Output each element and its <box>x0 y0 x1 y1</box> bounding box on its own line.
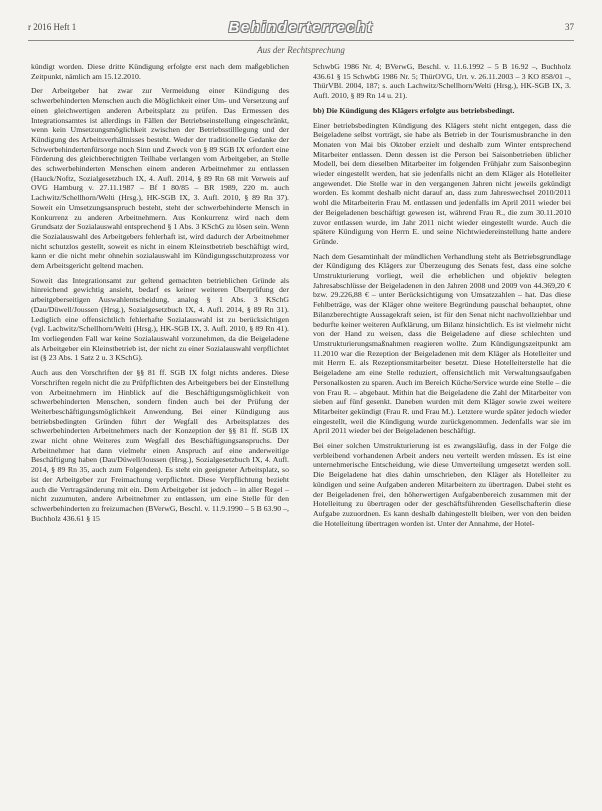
subheading: bb) Die Kündigung des Klägers erfolgte aus betriebsbedingt. <box>313 105 515 115</box>
paragraph: kündigt worden. Diese dritte Kündigung erfolgte erst nach dem maßgeblichen Zeitpunkt, nämlich am 15.12.2010. <box>31 62 289 81</box>
paragraph: Der Arbeitgeber hat zwar zur Vermeidung einer Kündigung des schwerbehinderten Menschen auch die Möglichkeit einer Um- und Versetzung auf einen gleichwertigen anderen Arbeitsplatz zu prüfen. Das Ermessen des Integrationsamtes ist allerdings in Fällen der Betriebseinstellung eingeschränkt, wenn kein Umsetzungsmöglichkeit zwischen der Betriebsstilllegung und der Kündigung des Arbeitsverhältnisses besteht. Weder der traditionelle Gedanke der Schwerbehindertenfürsorge noch Sinn und Zweck von § 89 SGB IX erfordert eine Förderung des gleichberechtigten Teilhabe verlangen vom Arbeitgeber, an Stelle des schwerbehinderten Menschen einem anderen Arbeitnehmer zu entlassen (Hauck/Noftz, Sozialgesetzbuch IX, 4. Aufl. 2014, § 89 Rn 68 mit Verweis auf OVG Hamburg v. 27.11.1987 – Bf I 80/85 – BR 1989, 220 m. auch Lachwitz/Schellhorn/Welti (Hrsg.), HK-SGB IX, 3. Aufl. 2010, § 89 Rn 37). Soweit ein Umsetzungsanspruch besteht, steht der schwerbehinderte Mensch in Konkurrenz zu anderen Arbeitnehmern. Aus Konkurrenz wird nach dem Grundsatz der Sozialauswahl entsprechend § 1 Abs. 3 KSchG zu lösen sein. Wenn die Sozialauswahl des Arbeitgebers fehlerhaft ist, wird dadurch der Arbeitnehmer nicht schutzlos gestellt, soweit es nicht in einem Kleinstbetrieb beschäftigt wird, kann er die nicht mehr ohnehin sozialauswahl im Kündigungsschutzprozess vor dem Arbeitsgericht geltend machen. <box>31 86 289 271</box>
paragraph: Einer betriebsbedingten Kündigung des Klägers steht nicht entgegen, dass die Beigeladene selbst vorträgt, sie habe als Betrieb in der Tourismusbranche in den Monaten von Mai bis Oktober erzielt und deshalb zum Winter entsprechend Mitarbeiter entlassen. Denn dessen ist die Person bei Saisonbetrieben üblicher Modell, bei dem dieselben Mitarbeiter im folgenden Frühjahr zum Saisonbeginn wieder eingestellt werden, hat sie jedenfalls nicht an dem Kläger als Hotelleiter angewendet. Die Stelle war in den vergangenen Jahren nicht jeweils gekündigt worden. Es kommt deshalb nicht darauf an, dass zum Jahreswechsel 2010/2011 wohl die Mitarbeiterin Frau M. entlassen und jedenfalls im April 2011 wieder bei der Beigeladenen beschäftigt gewesen ist, während Frau R., die zum 30.11.2010 zuvor entlassen wurde, im Jahr 2011 nicht wieder eingestellt wurde. Auch die spätere Kündigung von Herrn E. und seine Nichtwiedereinstellung hatte andere Gründe. <box>313 120 571 246</box>
issue-label: r 2016 Heft 1 <box>28 22 77 32</box>
journal-title: Behinderterrecht <box>228 19 374 36</box>
paragraph: Bei einer solchen Umstrukturierung ist es zwangsläufig, dass in der Folge die verbleibend vorhandenen Arbeit anders neu verteilt werden müssen. Es ist eine unternehmerische Entscheidung, wie diese Umverteilung umgesetzt werden soll. Die Beigeladene hat dies dahin umschrieben, den Kläger als Hotelleiter zu kündigen und seine Aufgaben anderen Mitarbeitern zu übertragen. Dabei steht es der Beigeladenen frei, den höherwertigen Aufgabenbereich zusammen mit der Hotelleitung zu übertragen oder der geschäftsführenden Gesellschafterin diese Aufgabe zuzuordnen. Es kann deshalb dahingestellt bleiben, wer von den beiden die Hotelleitung übertragen worden ist. Unter der Annahme, der Hotel- <box>313 441 571 528</box>
left-column <box>31 62 289 801</box>
paragraph: SchwbG 1986 Nr. 4; BVerwG, Beschl. v. 11.6.1992 – 5 B 16.92 –, Buchholz 436.61 § 15 SchwbG 1986 Nr. 5; ThürOVG, Urt. v. 26.11.2003 – 3 KO 858/01 –, ThürVBl. 2004, 187; s. auch Lachwitz/Schellhorn/Welti (Hrsg.), HK-SGB IX, 3. Aufl. 2010, § 89 Rn 14 u. 21). <box>313 62 571 101</box>
paragraph: Soweit das Integrationsamt zur geltend gemachten betrieblichen Gründe als hinreichend gewichtig ansieht, bedarf es keiner weiteren Überprüfung der arbeitgeberseitigen Auswahlentscheidung, analog § 1 Abs. 3 KSchG (Dau/Düwell/Joussen (Hrsg.), Sozialgesetzbuch IX, 4. Aufl. 2014, § 89 Rn 31). Lediglich eine offensichtlich fehlerhafte Sozialauswahl ist zu berücksichtigen (vgl. Lachwitz/Schellhorn/Welti (Hrsg.), HK-SGB IX, 3. Aufl. 2010, § 89 Rn 41). Im vorliegenden Fall war keine Sozialauswahl vorzunehmen, da die Beigeladene als Arbeitgeber ein Kleinstbetrieb ist, der nicht zu einer Sozialauswahl verpflichtet ist (§ 23 Abs. 1 Satz 2 u. 3 KSchG). <box>31 275 289 363</box>
running-header <box>28 19 574 41</box>
right-column <box>313 62 571 801</box>
paragraph: Auch aus den Vorschriften der §§ 81 ff. SGB IX folgt nichts anderes. Diese Vorschriften regeln nicht die zu Prüfpflichten des Arbeitgebers bei der Einstellung von Arbeitnehmern im Hinblick auf die Beschäftigungsmöglichkeit von schwerbehinderten Menschen, sondern finden auch bei der Prüfung der Weiterbeschäftigungsmöglichkeit Anwendung. Bei einer Kündigung aus betriebsbedingten Gründen führt der Wegfall des Arbeitsplatzes des schwerbehinderten Arbeitnehmers nach der Konzeption der §§ 81 ff. SGB IX zwar nicht ohne Weiteres zum Wegfall des Beschäftigungsanspruchs. Der Arbeitnehmer hat dann vielmehr einen Anspruch auf eine anderweitige Beschäftigung haben (Dau/Düwell/Joussen (Hrsg.), Sozialgesetzbuch IX, 4. Aufl. 2014, § 89 Rn 35, auch zum Folgenden). Es steht ein geeigneter Arbeitsplatz, so ist der Arbeitgeber zur Freimachung verpflichtet. Diese Verpflichtung bezieht auch die Vertragsänderung mit ein. Dem Arbeitgeber ist jedoch – in aller Regel – nicht zuzumuten, andere Arbeitnehmer zu entlassen, um eine Stelle für den schwerbehinderten zu freizumachen (BVerwG, Beschl. v. 11.9.1990 – 5 B 63.90 –, Buchholz 436.61 § 15 <box>31 368 289 523</box>
section-title: Aus der Rechtsprechung <box>257 45 345 55</box>
paragraph: Nach dem Gesamtinhalt der mündlichen Verhandlung steht als Betriebsgrundlage der Kündigung des Klägers zur Überzeugung des Senats fest, dass eine solche Umstrukturierung vorliegt, weil die erheblichen und objektiv belegten Jahresabschlüsse der Beigeladenen in den Jahren 2008 und 2009 von 44.369,20 € bzw. 29.226,88 € – unter Berücksichtigung von Umsatzzahlen – hat. Das diese Fehlbeträge, was der Kläger ohne weitere Begründung pauschal behauptet, ohne Bilanzberechtigte Aussagekraft seien, ist für den Senat nicht nachvollziehbar und bedurfte keiner weiteren Aufklärung, um Bilanz hinsichtlich. Es ist vielmehr nicht von der Hand zu weisen, dass die Beigeladene auf diese schlechten und Umstrukturierungsmaßnahmen reagieren wollte. Zum Kündigungszeitpunkt am 11.2010 war die Rezeption der Beigeladenen mit dem Kläger als Hotelleiter und mit Herrn E. als Rezeptionsmitarbeiter besetzt. Diese Hotelleiterstelle hat die Beigeladene am eine Stelle reduziert, offensichtlich mit Verwaltungsaufgaben Personalkosten zu sparen. Auch im Bereich Küche/Service wurde eine Stelle – die von Frau R. – abgebaut. Mithin hat die Beigeladene die Zahl der Mitarbeiter von sieben auf fünf gesenkt. Daneben wurden mit dem Kläger sowie zwei weitere Mitarbeiter gekündigt (Frau R. und Frau M.). Letztere wurde später jedoch wieder eingestellt, weil die Kündigung wurde zurückgenommen. Jedenfalls war sie im April 2011 wieder bei der Beigeladenen beschäftigt. <box>313 251 571 436</box>
page-number: 37 <box>565 22 574 32</box>
